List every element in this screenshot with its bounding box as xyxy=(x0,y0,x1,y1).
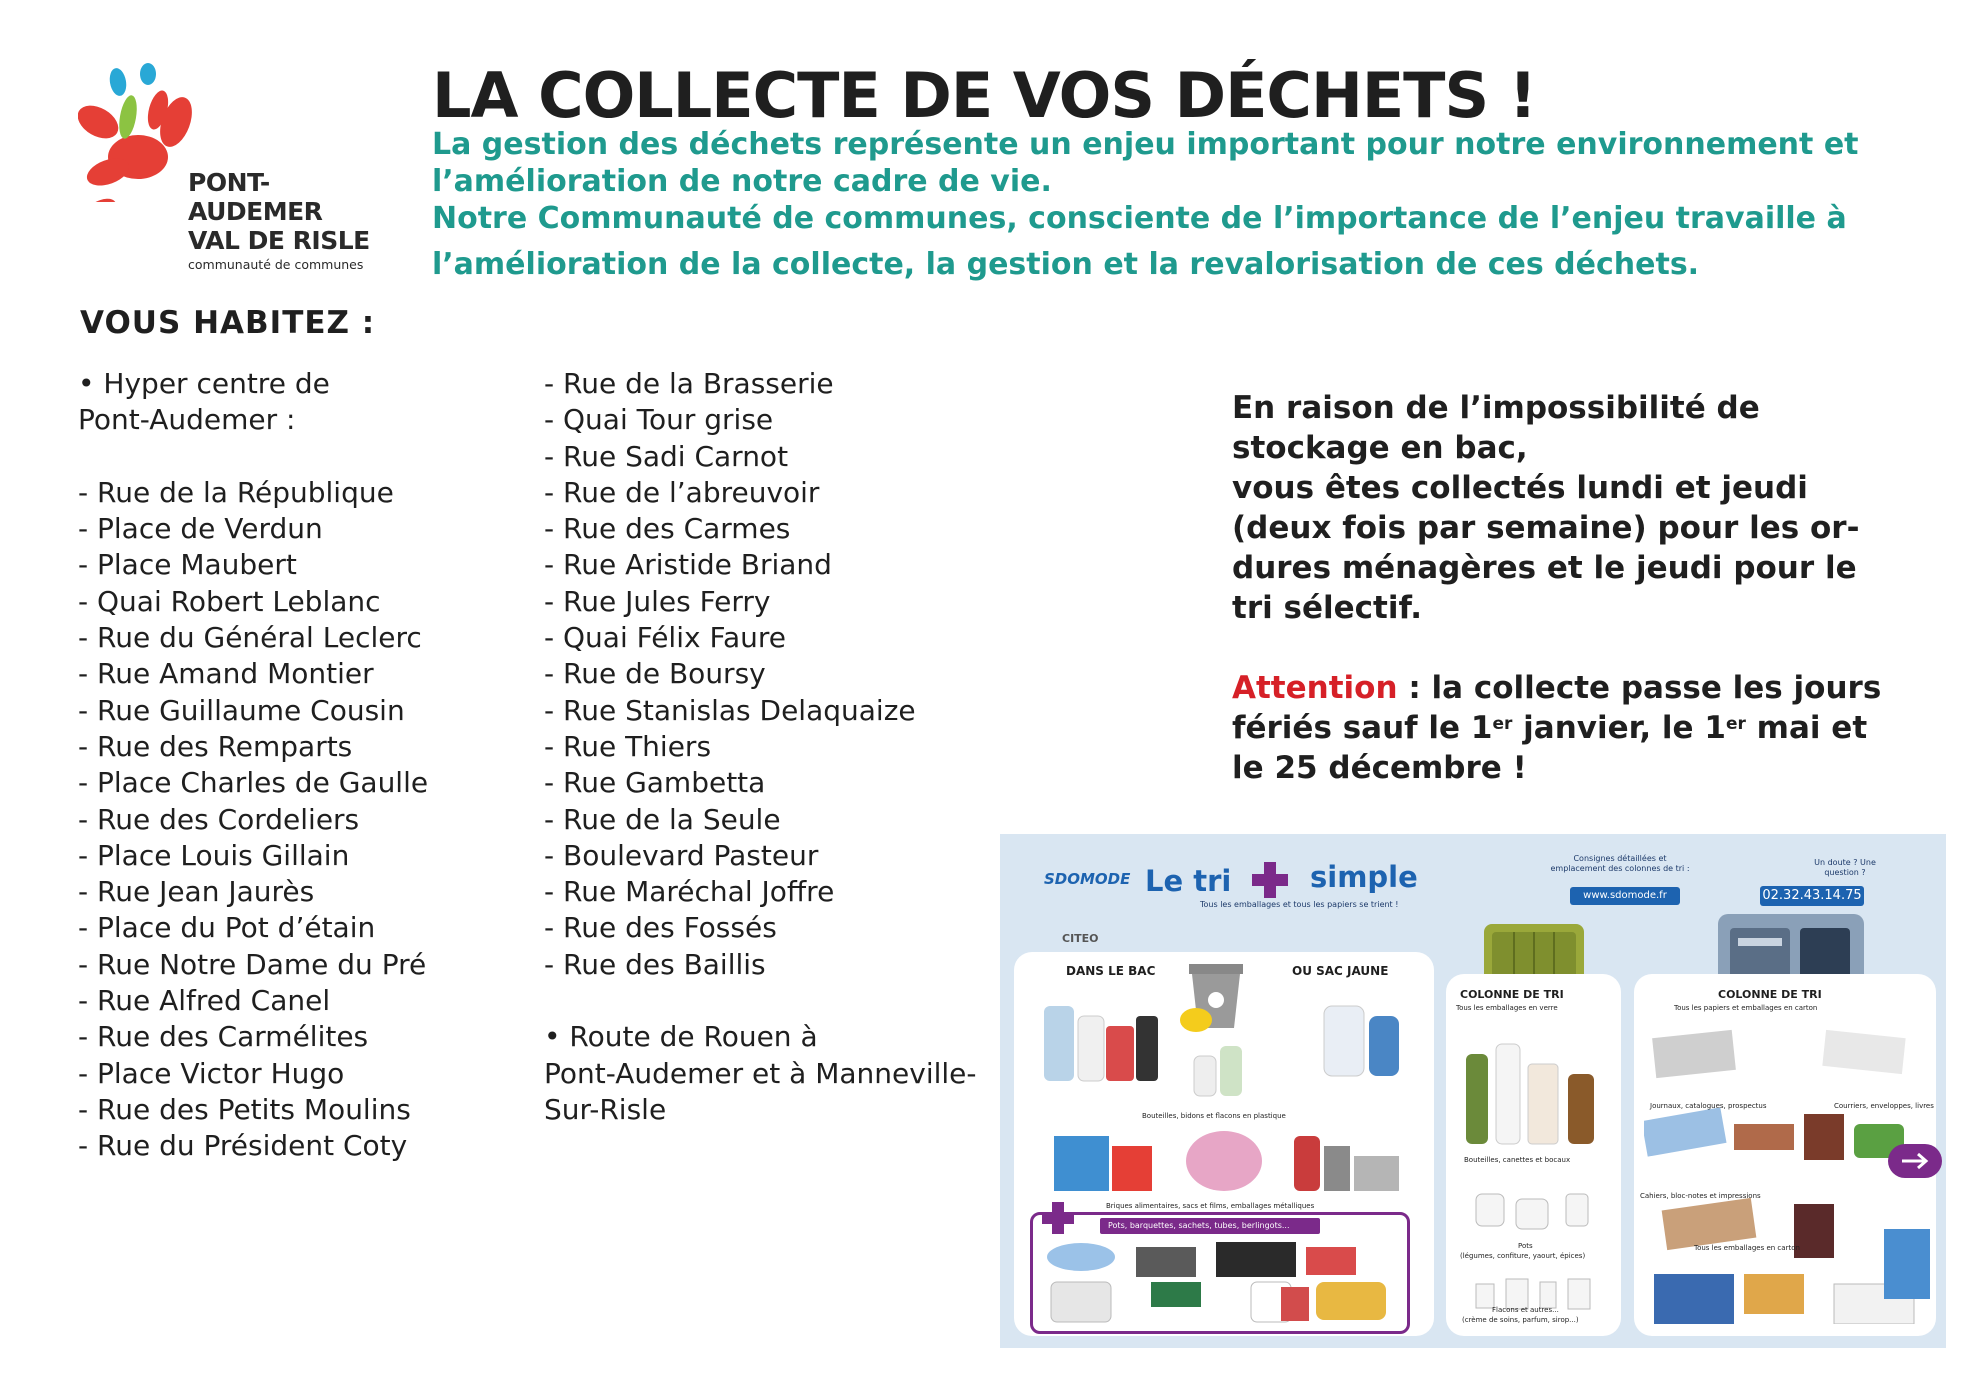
street-item: - Place Victor Hugo xyxy=(78,1056,345,1090)
plus-banner: Pots, barquettes, sachets, tubes, berlingots... xyxy=(1100,1218,1320,1234)
label-verre-sub: Tous les emballages en verre xyxy=(1456,1004,1558,1012)
poster-simple: simple xyxy=(1310,860,1418,894)
attention-line-3: le 25 décembre ! xyxy=(1232,750,1527,786)
arrow-right-icon xyxy=(1888,1144,1942,1178)
street-item: - Rue des Baillis xyxy=(544,947,766,981)
label-papier-sub: Tous les papiers et emballages en carton xyxy=(1674,1004,1818,1012)
street-item: - Rue de la République xyxy=(78,475,394,509)
street-item: - Quai Robert Leblanc xyxy=(78,584,381,618)
street-list-2 xyxy=(544,366,976,1128)
poster-website[interactable]: www.sdomode.fr xyxy=(1570,887,1680,905)
caption-bouteilles: Bouteilles, bidons et flacons en plastique xyxy=(1142,1112,1286,1120)
logo xyxy=(78,62,378,272)
street-item: - Rue du Général Leclerc xyxy=(78,621,422,655)
street-item: - Rue des Remparts xyxy=(78,729,353,763)
poster-le-tri: Le tri xyxy=(1145,864,1232,898)
street-item: - Quai Félix Faure xyxy=(544,621,787,655)
glass-illustration-icon xyxy=(1456,1014,1616,1324)
panel-verre xyxy=(1446,974,1621,1336)
caption-briques: Briques alimentaires, sacs et films, emballages métalliques xyxy=(1106,1202,1315,1210)
caption-papier-4: Tous les emballages en carton xyxy=(1694,1244,1800,1252)
caption-papier-2: Courriers, enveloppes, livres xyxy=(1834,1102,1934,1110)
street-item: - Boulevard Pasteur xyxy=(544,838,819,872)
info-line: stockage en bac, xyxy=(1232,430,1528,466)
section-heading: VOUS HABITEZ : xyxy=(80,305,376,341)
street-item: - Rue Jules Ferry xyxy=(544,584,771,618)
route-line-3: Sur-Risle xyxy=(544,1092,667,1126)
lead-line-1: • Hyper centre de xyxy=(78,367,330,400)
street-item: - Rue des Carmes xyxy=(544,512,791,546)
street-item: - Rue Thiers xyxy=(544,729,712,763)
route-line-2: Pont-Audemer et à Manneville- xyxy=(544,1056,977,1090)
street-item: - Rue des Cordeliers xyxy=(78,802,360,836)
street-item: - Rue Aristide Briand xyxy=(544,548,832,582)
street-items-1 xyxy=(78,475,428,1165)
street-item: - Rue des Carmélites xyxy=(78,1020,369,1054)
street-item: - Place du Pot d’étain xyxy=(78,911,376,945)
street-item: - Place Charles de Gaulle xyxy=(78,766,429,800)
street-item: - Rue Notre Dame du Pré xyxy=(78,947,427,981)
petals-logo-icon xyxy=(78,62,198,202)
intro-line-1: La gestion des déchets représente un enjeu important pour notre environnement et xyxy=(432,127,1859,162)
info-line: dures ménagères et le jeudi pour le xyxy=(1232,550,1857,586)
attention-line-1: Attention : la collecte passe les jours xyxy=(1232,670,1882,706)
collection-info xyxy=(1232,388,1892,788)
street-item: - Place Maubert xyxy=(78,548,297,582)
next-arrow-button[interactable] xyxy=(1888,1144,1942,1178)
caption-verre-3-sub: (crème de soins, parfum, sirop...) xyxy=(1462,1316,1579,1324)
poster-brand: SDOMODE xyxy=(1044,870,1131,888)
street-item: - Rue du Président Coty xyxy=(78,1129,408,1163)
caption-verre-1: Bouteilles, canettes et bocaux xyxy=(1464,1156,1571,1164)
bin-icon xyxy=(1174,952,1264,1032)
street-item: - Rue Guillaume Cousin xyxy=(78,693,405,727)
attention-word: Attention xyxy=(1232,670,1398,706)
info-line: (deux fois par semaine) pour les or- xyxy=(1232,510,1860,546)
page-title: LA COLLECTE DE VOS DÉCHETS ! xyxy=(432,59,1536,132)
trays-illustration-icon xyxy=(1041,1227,1401,1327)
attention-line-2: fériés sauf le 1er janvier, le 1er mai et xyxy=(1232,710,1868,746)
street-item: - Rue Gambetta xyxy=(544,766,766,800)
poster-question: Un doute ? Une question ? xyxy=(1814,858,1876,877)
street-item: - Rue Alfred Canel xyxy=(78,984,331,1018)
intro-line-2: l’amélioration de notre cadre de vie. xyxy=(432,164,1052,199)
info-line: tri sélectif. xyxy=(1232,590,1423,626)
logo-line-2: VAL DE RISLE xyxy=(188,226,370,255)
street-item: - Place Louis Gillain xyxy=(78,838,350,872)
street-item: - Rue Amand Montier xyxy=(78,657,374,691)
street-item: - Rue Jean Jaurès xyxy=(78,875,315,909)
caption-verre-2-sub: (légumes, confiture, yaourt, épices) xyxy=(1460,1252,1586,1260)
street-item: - Place de Verdun xyxy=(78,512,323,546)
logo-subtitle: communauté de communes xyxy=(188,257,364,272)
street-item: - Rue de la Brasserie xyxy=(544,367,834,400)
plus-icon xyxy=(1250,860,1290,900)
logo-line-1: PONT-AUDEMER xyxy=(188,168,323,226)
poster-phone: 02.32.43.14.75 xyxy=(1760,886,1864,906)
intro-text xyxy=(432,126,1882,283)
street-items-2 xyxy=(544,366,976,983)
plus-small-icon xyxy=(1040,1200,1076,1236)
label-papier: COLONNE DE TRI xyxy=(1718,988,1822,1001)
street-item: - Rue des Fossés xyxy=(544,911,777,945)
poster-consignes: Consignes détaillées et emplacement des colonnes de tri : xyxy=(1550,854,1690,873)
street-item: - Rue des Petits Moulins xyxy=(78,1092,411,1126)
info-line: vous êtes collectés lundi et jeudi xyxy=(1232,470,1808,506)
intro-line-3: Notre Communauté de communes, consciente de l’importance de l’enjeu travaille à xyxy=(432,201,1847,236)
citeo-logo: CITEO xyxy=(1062,932,1099,945)
street-item: - Rue Sadi Carnot xyxy=(544,439,789,473)
intro-line-4: l’amélioration de la collecte, la gestion et la revalorisation de ces déchets. xyxy=(432,247,1700,282)
street-item: - Rue de la Seule xyxy=(544,802,781,836)
route-line-1: • Route de Rouen à xyxy=(544,1020,818,1054)
label-sac: OU SAC JAUNE xyxy=(1292,964,1389,978)
street-list-1 xyxy=(78,366,428,1165)
street-item: - Rue Stanislas Delaquaize xyxy=(544,693,916,727)
caption-verre-3: Flacons et autres... xyxy=(1492,1306,1559,1314)
label-verre: COLONNE DE TRI xyxy=(1460,988,1564,1001)
caption-papier-3: Cahiers, bloc-notes et impressions xyxy=(1640,1192,1761,1200)
street-item: - Rue Maréchal Joffre xyxy=(544,875,835,909)
lead-line-2: Pont-Audemer : xyxy=(78,403,296,437)
street-item: - Rue de l’abreuvoir xyxy=(544,475,820,509)
label-bac: DANS LE BAC xyxy=(1066,964,1156,978)
info-line: En raison de l’impossibilité de xyxy=(1232,390,1760,426)
street-item: - Quai Tour grise xyxy=(544,403,774,437)
street-item: - Rue de Boursy xyxy=(544,657,766,691)
caption-verre-2: Pots xyxy=(1518,1242,1533,1250)
caption-papier-1: Journaux, catalogues, prospectus xyxy=(1650,1102,1767,1110)
sorting-poster xyxy=(1000,834,1946,1348)
poster-tagline: Tous les emballages et tous les papiers se trient ! xyxy=(1200,900,1399,909)
logo-text xyxy=(188,168,378,272)
